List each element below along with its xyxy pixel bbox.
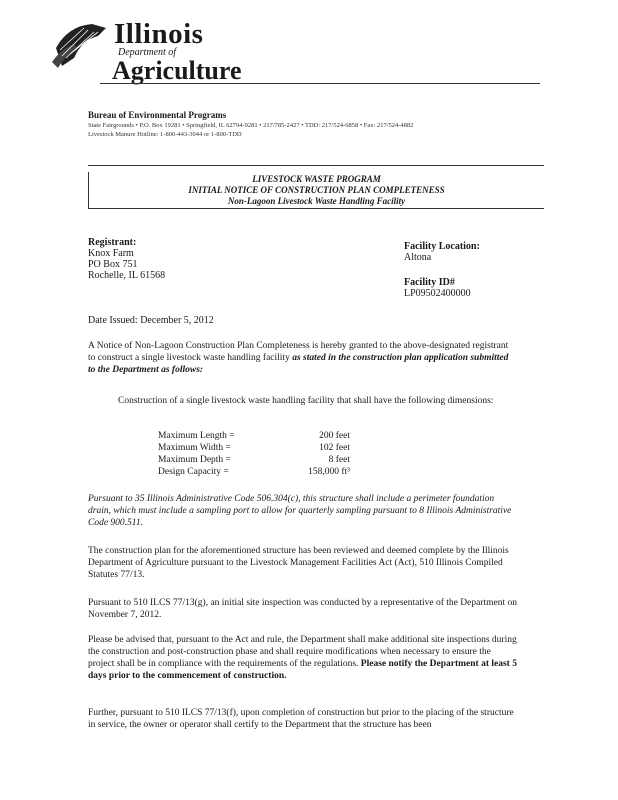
program-title: LIVESTOCK WASTE PROGRAM <box>252 174 381 184</box>
title-top-rule <box>88 165 544 166</box>
facility-location: Altona <box>404 252 432 263</box>
dimension-row <box>158 430 350 442</box>
facility-type-title: Non-Lagoon Livestock Waste Handling Facility <box>227 196 406 206</box>
address-line-2: Livestock Manure Hotline: 1-800-443-3044 or 1-800-TDD <box>88 131 242 138</box>
site-inspection-paragraph: Pursuant to 510 ILCS 77/13(g), an initial site inspection was conducted by a representative of the Department on November 7, 2012. <box>88 598 517 620</box>
bureau-name: Bureau of Environmental Programs <box>88 110 227 120</box>
title-box <box>88 172 544 209</box>
advisement-paragraph <box>88 634 518 682</box>
dimension-value: 200 feet <box>319 431 350 441</box>
dimension-value: 8 feet <box>328 455 350 465</box>
dimensions-table <box>158 430 350 478</box>
dimension-row <box>158 466 350 478</box>
notice-title: INITIAL NOTICE OF CONSTRUCTION PLAN COMPLETENESS <box>188 185 445 195</box>
dimension-row <box>158 442 350 454</box>
logo-agriculture-text: Agriculture <box>112 56 242 85</box>
perimeter-drain-paragraph: Pursuant to 35 Illinois Administrative Code 506.304(c), this structure shall include a perimeter foundation drain, which must include a sampling port to allow for quarterly sampling pursuant to 8 Illinois Administrative Code 900.511. <box>88 494 512 528</box>
dimension-label: Design Capacity = <box>158 467 229 477</box>
registrant-block <box>88 237 165 281</box>
facility-id: LP09502400000 <box>404 288 471 299</box>
header-divider <box>100 83 540 84</box>
address-line-1: State Fairgrounds • P.O. Box 19281 • Springfield, IL 62794-9281 • 217/785-2427 • TDD: 217/524-6858 • Fax: 217/524-4882 <box>88 122 414 129</box>
facility-location-label: Facility Location: <box>404 241 480 252</box>
certification-paragraph: Further, pursuant to 510 ILCS 77/13(f), upon completion of construction but prior to the placing of the structure in service, the owner or operator shall certify to the Department that the structure has been <box>88 708 514 730</box>
dimension-row <box>158 454 350 466</box>
plan-reviewed-paragraph: The construction plan for the aforementioned structure has been reviewed and deemed complete by the Illinois Department of Agriculture pursuant to the Livestock Management Facilities Act (Act), 510 Illinois Compiled Statutes 77/13. <box>88 546 509 580</box>
date-issued: Date Issued: December 5, 2012 <box>88 315 214 326</box>
construction-text: Construction of a single livestock waste handling facility that shall have the following dimensions: <box>118 396 494 406</box>
dimension-label: Maximum Depth = <box>158 455 231 465</box>
logo-department-text: Department of <box>118 47 177 58</box>
dimension-value: 158,000 ft³ <box>308 467 350 477</box>
illinois-agriculture-logo-icon <box>48 18 110 70</box>
notice-emphasis: as stated in the construction plan application submitted to the Department as follows: <box>88 353 509 375</box>
advisement-notice: Please notify the Department at least 5 days prior to the commencement of construction. <box>88 659 517 681</box>
dimension-label: Maximum Length = <box>158 431 235 441</box>
notice-text: A Notice of Non-Lagoon Construction Plan Completeness is hereby granted to the above-designated registrant to construct a single livestock waste handling facility <box>88 341 509 363</box>
notice-paragraph <box>88 340 518 376</box>
bureau-address <box>88 121 413 139</box>
registrant-name: Knox Farm <box>88 248 134 259</box>
facility-block <box>404 241 480 299</box>
registrant-address-1: PO Box 751 <box>88 259 138 270</box>
dimension-label: Maximum Width = <box>158 443 231 453</box>
registrant-address-2: Rochelle, IL 61568 <box>88 270 166 281</box>
registrant-label: Registrant: <box>88 237 137 248</box>
facility-id-label: Facility ID# <box>404 277 455 288</box>
logo-illinois-text: Illinois <box>114 18 204 50</box>
dimension-value: 102 feet <box>319 443 350 453</box>
advisement-text: Please be advised that, pursuant to the Act and rule, the Department shall make additional site inspections during the construction and post-construction phase and shall require modifications when necessary to ensure the project shall be in compliance with the requirements of the regulations. <box>88 635 517 669</box>
